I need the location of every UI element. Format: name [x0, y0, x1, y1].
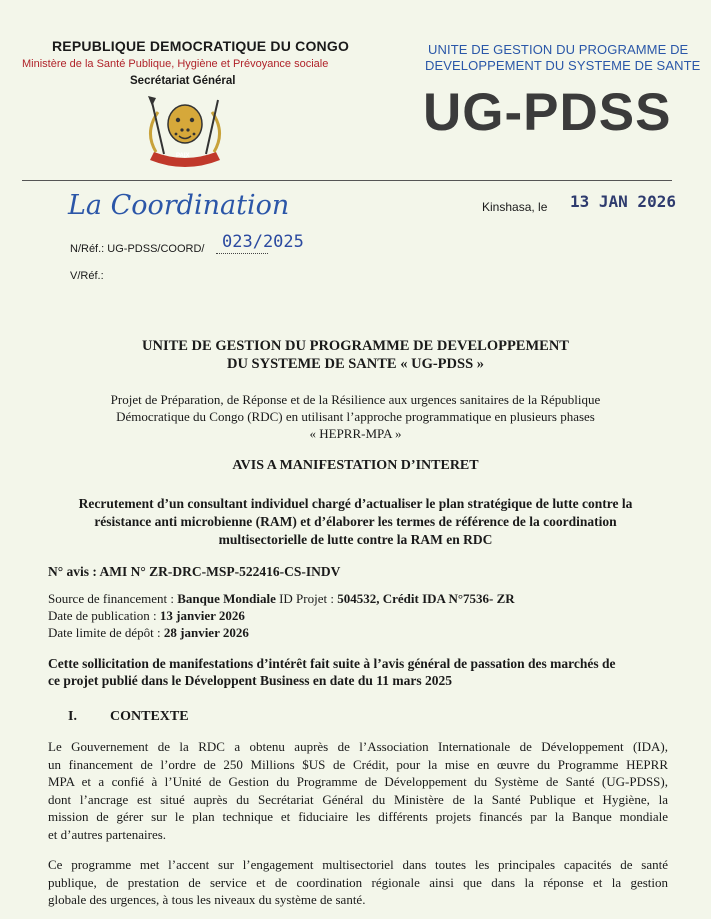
section-number: I.: [68, 709, 77, 724]
paragraph-line: publique, de prestation de service et de coordination régionale ainsi que dans la réponse et la gestion: [48, 874, 668, 890]
paragraph-line: Ce programme met l’accent sur l’engagement multisectoriel dans toutes les principales capacités de santé: [48, 857, 668, 872]
paragraph-line: et d’autres partenaires.: [48, 826, 167, 842]
secretariat-label: Secrétariat Général: [130, 75, 236, 87]
project-id-label: ID Projet :: [275, 591, 338, 606]
document-title-line2: DU SYSTEME DE SANTE « UG-PDSS »: [226, 356, 485, 372]
funding-label: Source de financement :: [48, 591, 178, 606]
header-divider: [22, 180, 672, 181]
coordination-signature: La Coordination: [68, 190, 290, 221]
funding-source: Banque Mondiale: [177, 591, 276, 606]
paragraph-line: un financement de l’ordre de 250 Millions $US de Crédit, pour la mise en œuvre du Programme HEPRR: [48, 756, 668, 772]
emblem-motto: PAIX: [176, 153, 190, 159]
recruitment-line2: résistance anti microbienne (RAM) et d’élaborer les termes de référence de la coordination: [94, 514, 617, 529]
your-reference-label: V/Réf.:: [70, 270, 104, 282]
paragraph-line: Le Gouvernement de la RDC a obtenu auprès de l’Association Internationale de Développement (IDA),: [48, 739, 668, 754]
solicitation-line1: Cette sollicitation de manifestations d’intérêt fait suite à l’avis général de passation des marchés de: [48, 656, 616, 671]
reference-label: N/Réf.: UG-PDSS/COORD/: [70, 243, 205, 255]
paragraph-line: mission de gérer sur le plan technique et fiduciaire les différents projets financés par la Banque mondiale: [48, 809, 668, 824]
notice-title: AVIS A MANIFESTATION D’INTERET: [232, 458, 479, 473]
project-id: 504532, Crédit IDA N°7536- ZR: [337, 591, 515, 606]
unit-name-line2: DEVELOPPEMENT DU SYSTEME DE SANTE: [425, 58, 701, 73]
funding-line: [48, 591, 515, 607]
publication-date-line: [48, 608, 245, 624]
country-name: REPUBLIQUE DEMOCRATIQUE DU CONGO: [52, 38, 350, 54]
project-line2: Démocratique du Congo (RDC) en utilisant l’approche programmatique en plusieurs phases: [116, 409, 595, 424]
paragraph-line: dont l’ancrage est situé auprès du Secrétariat Général du Ministère de la Santé Publique et Hygiène, la: [48, 791, 668, 807]
deadline-date: 28 janvier 2026: [163, 625, 249, 640]
unit-acronym: UG-PDSS: [423, 83, 672, 142]
solicitation-line2: ce projet publié dans le Développent Business en date du 11 mars 2025: [48, 673, 453, 688]
deadline-label: Date limite de dépôt :: [48, 625, 164, 640]
paragraph-line: MPA et a confié à l’Unité de Gestion du Programme de Développement du Système de Santé (UG-PDSS),: [48, 774, 668, 789]
notice-number: N° avis : AMI N° ZR-DRC-MSP-522416-CS-INDV: [48, 564, 341, 579]
project-line1: Projet de Préparation, de Réponse et de la Résilience aux urgences sanitaires de la République: [110, 392, 601, 407]
reference-dotted-line: [216, 253, 268, 254]
publication-date: 13 janvier 2026: [159, 608, 245, 623]
publication-label: Date de publication :: [48, 608, 160, 623]
document-title-line1: UNITE DE GESTION DU PROGRAMME DE DEVELOPPEMENT: [142, 338, 569, 354]
national-emblem-icon: [130, 92, 240, 172]
section-title: CONTEXTE: [110, 709, 189, 724]
recruitment-line3: multisectorielle de lutte contre la RAM en RDC: [218, 532, 493, 547]
deadline-line: [48, 625, 249, 641]
project-line3: « HEPRR-MPA »: [309, 426, 402, 441]
city-date-prefix: Kinshasa, le: [482, 200, 548, 214]
ministry-name: Ministère de la Santé Publique, Hygiène et Prévoyance sociale: [22, 58, 329, 70]
unit-name-line1: UNITE DE GESTION DU PROGRAMME DE: [428, 42, 689, 57]
date-stamp: 13 JAN 2026: [570, 192, 676, 211]
paragraph-line: globale des urgences, à tous les niveaux du système de santé.: [48, 892, 366, 907]
recruitment-line1: Recrutement d’un consultant individuel chargé d’actualiser le plan stratégique de lutte contre la: [78, 496, 633, 511]
reference-number: 023/2025: [222, 232, 304, 252]
